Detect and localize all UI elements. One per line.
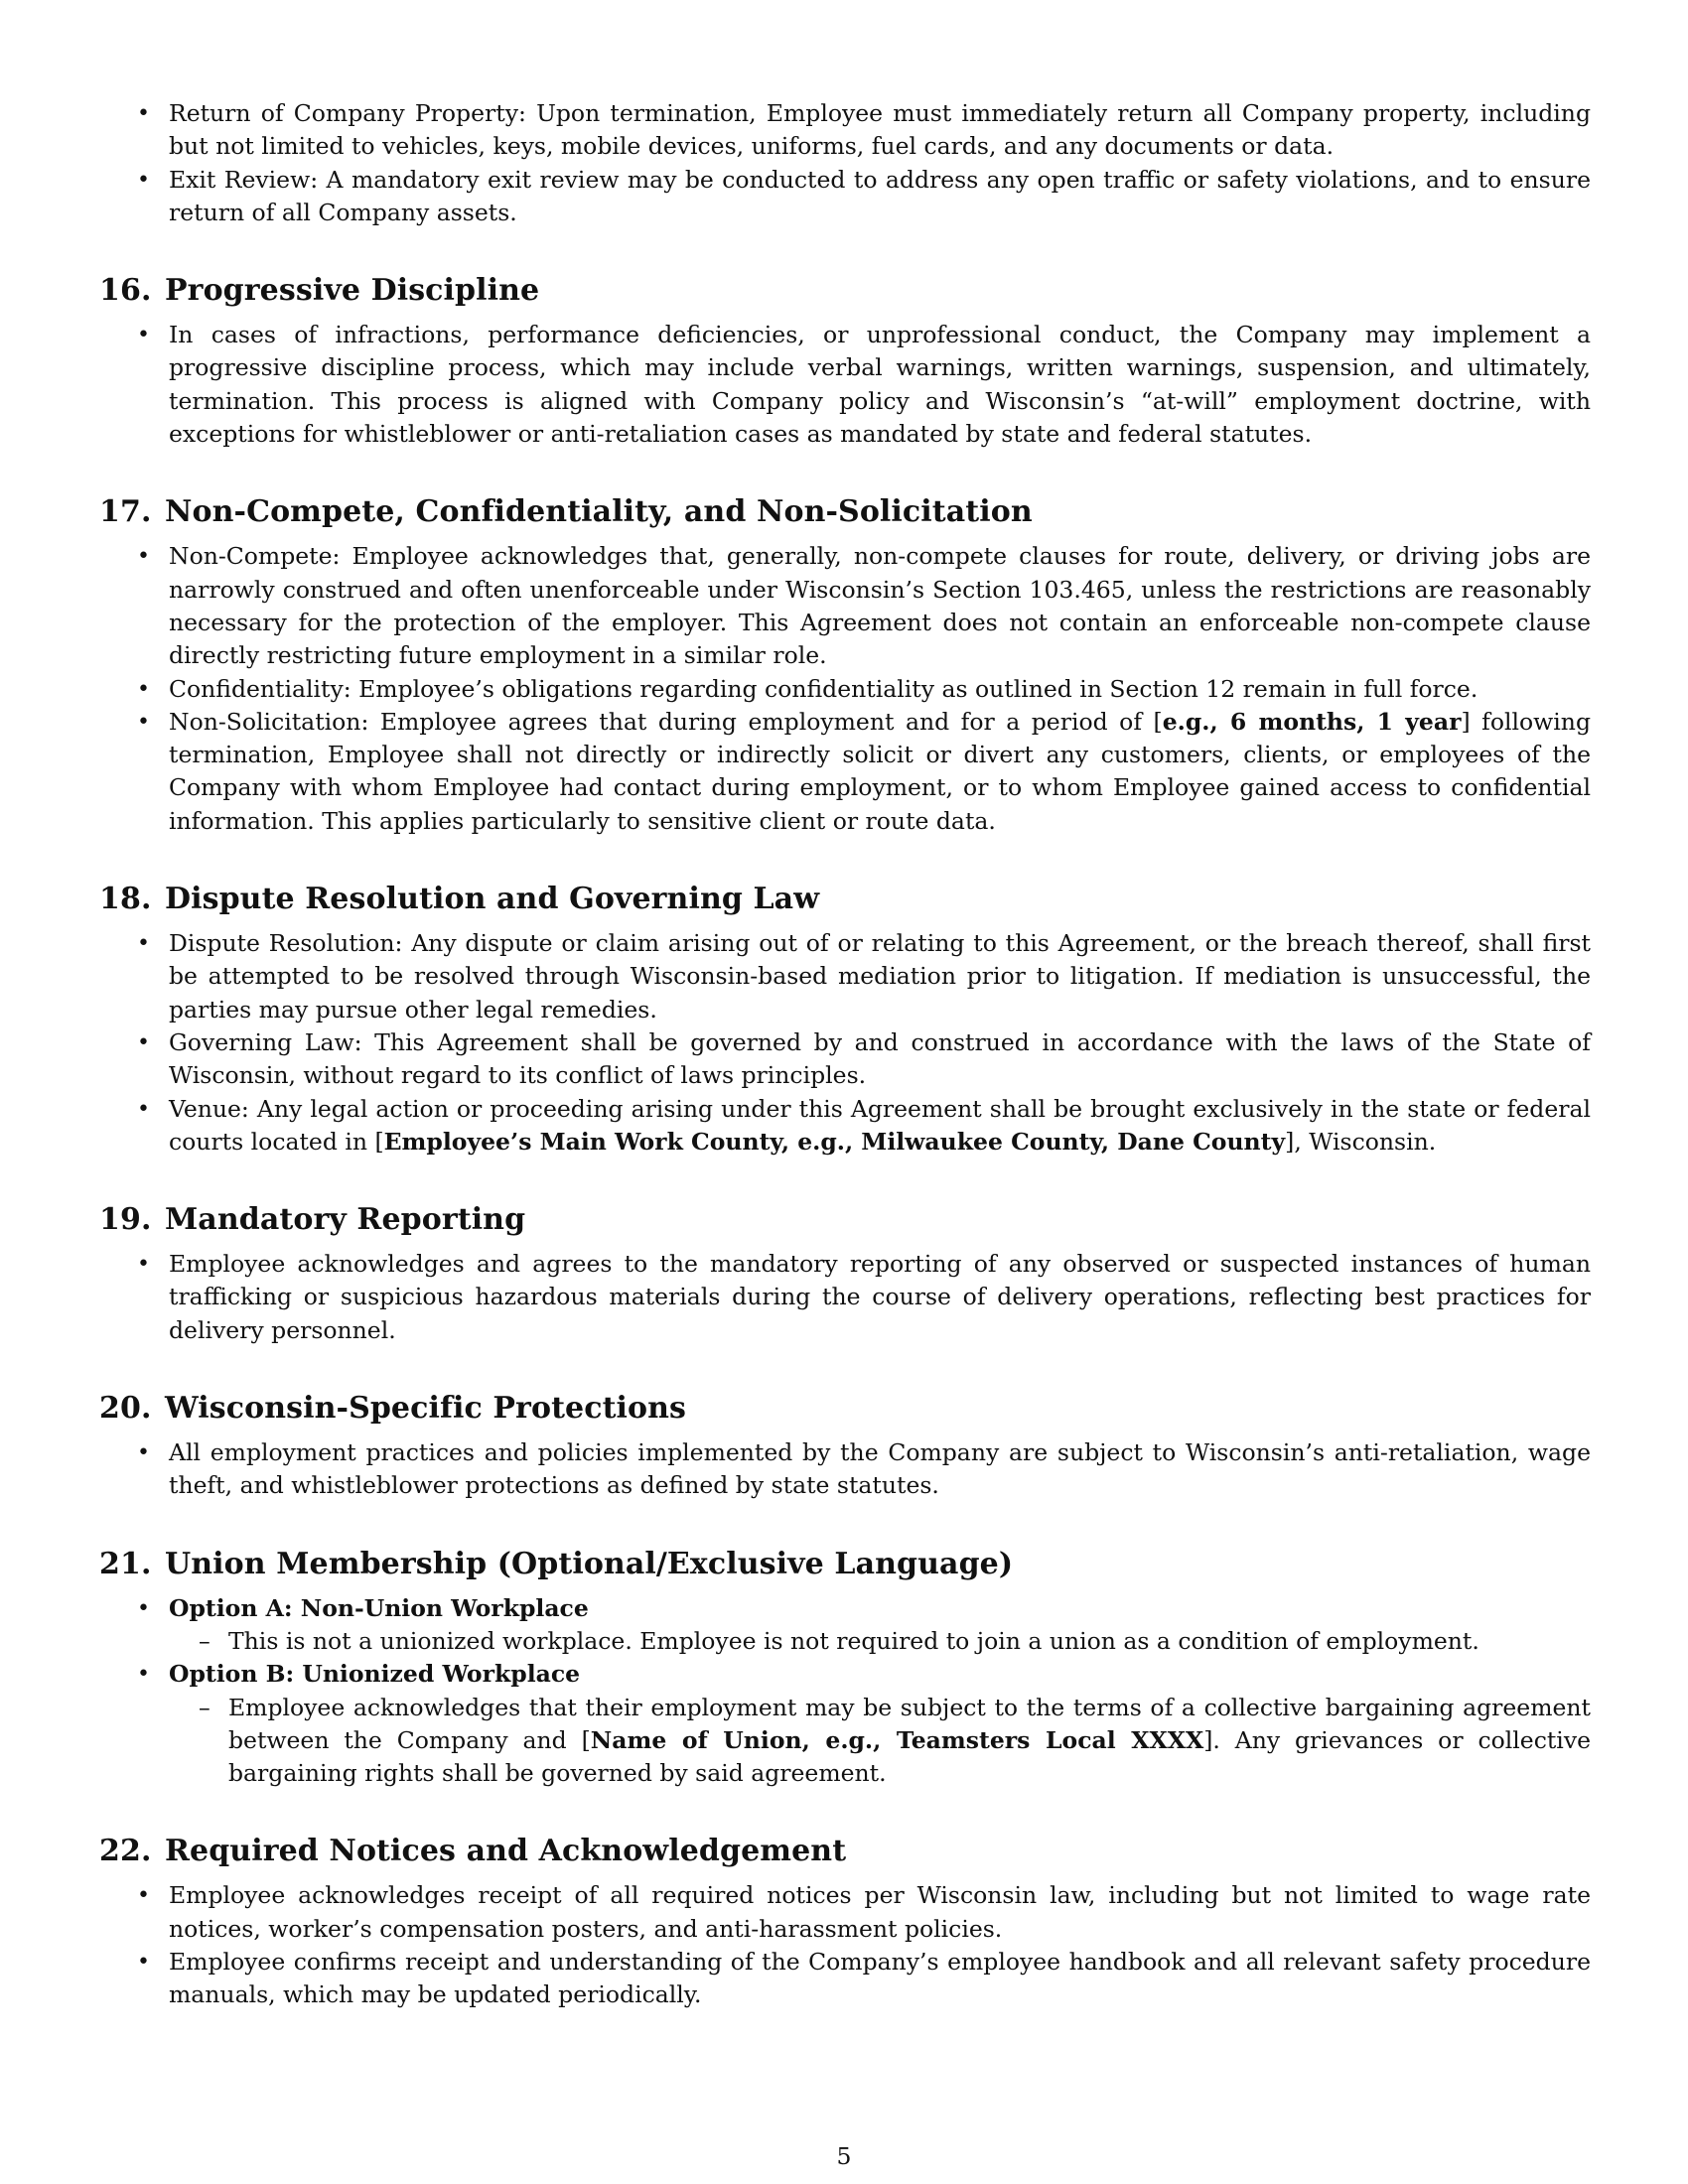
section-title: Required Notices and Acknowledgement <box>165 1834 847 1869</box>
section-title: Wisconsin-Specific Protections <box>165 1391 687 1427</box>
page-content <box>99 97 1591 2012</box>
list-item <box>99 1592 1591 1659</box>
section-20-list <box>99 1436 1591 1503</box>
text-run: ]. Any grievances or collective bargaining rights shall be governed by said agreement. <box>228 1725 1591 1788</box>
list-item <box>99 706 1591 838</box>
option-label: Option B: Unionized Workplace <box>169 1660 581 1689</box>
section-20-heading <box>99 1389 1591 1429</box>
sub-list-item <box>169 1692 1591 1791</box>
list-item <box>99 1093 1591 1160</box>
sub-list-item: – This is not a unionized workplace. Employee is not required to join a union as a condition of employment. <box>169 1625 1591 1658</box>
section-22-heading <box>99 1832 1591 1871</box>
section-21-list <box>99 1592 1591 1791</box>
list-item: • All employment practices and policies implemented by the Company are subject to Wisconsin’s anti-retaliation, wage theft, and whistleblower protections as defined by state statutes. <box>99 1436 1591 1503</box>
section-title: Progressive Discipline <box>165 273 540 309</box>
list-item: • Employee acknowledges receipt of all required notices per Wisconsin law, including but not limited to wage rate notices, worker’s compensation posters, and anti-harassment policies. <box>99 1879 1591 1946</box>
section-16-list <box>99 319 1591 451</box>
list-item: • Employee acknowledges and agrees to the mandatory reporting of any observed or suspected instances of human trafficking or suspicious hazardous materials during the course of delivery operations, reflecting best practices for delivery personnel. <box>99 1248 1591 1347</box>
text-run: ] following termination, Employee shall not directly or indirectly solicit or divert any customers, clients, or employees of the Company with whom Employee had contact during employment, or to whom Employee gained access to confidential information. This applies particularly to sensitive client or route data. <box>169 707 1591 835</box>
section-title: Mandatory Reporting <box>165 1202 526 1238</box>
section-number: 16. <box>99 273 152 309</box>
section-title: Non-Compete, Confidentiality, and Non-Solicitation <box>165 494 1033 530</box>
list-item: • In cases of infractions, performance deficiencies, or unprofessional conduct, the Company may implement a progressive discipline process, which may include verbal warnings, written warnings, suspension, and ultimately, termination. This process is aligned with Company policy and Wisconsin’s “at-will” employment doctrine, with exceptions for whistleblower or anti-retaliation cases as mandated by state and federal statutes. <box>99 319 1591 451</box>
section-21-heading <box>99 1545 1591 1584</box>
text-run: Non-Solicitation: Employee agrees that during employment and for a period of [ <box>169 707 1163 736</box>
list-item: • Confidentiality: Employee’s obligations regarding confidentiality as outlined in Section 12 remain in full force. <box>99 673 1591 706</box>
section-number: 18. <box>99 882 152 917</box>
section-number: 22. <box>99 1834 152 1869</box>
list-item: • Non-Compete: Employee acknowledges that, generally, non-compete clauses for route, delivery, or driving jobs are narrowly construed and often unenforceable under Wisconsin’s Section 103.465, unless the restrictions are reasonably necessary for the protection of the employer. This Agreement does not contain an enforceable non-compete clause directly restricting future employment in a similar role. <box>99 540 1591 672</box>
section-17-list <box>99 540 1591 838</box>
section-19-list <box>99 1248 1591 1347</box>
section-number: 20. <box>99 1391 152 1427</box>
option-label: Option A: Non-Union Workplace <box>169 1593 589 1622</box>
list-item: • Dispute Resolution: Any dispute or claim arising out of or relating to this Agreement, or the breach thereof, shall first be attempted to be resolved through Wisconsin-based mediation prior to litigation. If mediation is unsuccessful, the parties may pursue other legal remedies. <box>99 927 1591 1026</box>
placeholder-text: Name of Union, e.g., Teamsters Local XXXX <box>590 1725 1204 1754</box>
section-title: Union Membership (Optional/Exclusive Language) <box>165 1546 1014 1581</box>
section-number: 19. <box>99 1202 152 1238</box>
placeholder-text: Employee’s Main Work County, e.g., Milwaukee County, Dane County <box>383 1127 1286 1156</box>
list-item <box>99 1658 1591 1790</box>
text-run: Employee acknowledges that their employment may be subject to the terms of a collective bargaining agreement between the Company and [ <box>228 1693 1591 1754</box>
section-number: 21. <box>99 1546 152 1581</box>
list-item: • Exit Review: A mandatory exit review may be conducted to address any open traffic or safety violations, and to ensure return of all Company assets. <box>99 164 1591 230</box>
sub-list <box>169 1625 1591 1658</box>
list-item: • Return of Company Property: Upon termination, Employee must immediately return all Company property, including but not limited to vehicles, keys, mobile devices, uniforms, fuel cards, and any documents or data. <box>99 97 1591 164</box>
list-item: • Employee confirms receipt and understanding of the Company’s employee handbook and all relevant safety procedure manuals, which may be updated periodically. <box>99 1946 1591 2012</box>
list-item: • Governing Law: This Agreement shall be governed by and construed in accordance with the laws of the State of Wisconsin, without regard to its conflict of laws principles. <box>99 1026 1591 1093</box>
section-17-heading <box>99 492 1591 532</box>
section-18-list <box>99 927 1591 1159</box>
placeholder-text: e.g., 6 months, 1 year <box>1162 707 1462 736</box>
intro-list <box>99 97 1591 229</box>
page-number: 5 <box>836 2142 852 2170</box>
section-22-list <box>99 1879 1591 2011</box>
text-run: ], Wisconsin. <box>1285 1127 1437 1156</box>
section-18-heading <box>99 880 1591 919</box>
sub-list <box>169 1692 1591 1791</box>
section-number: 17. <box>99 494 152 530</box>
section-title: Dispute Resolution and Governing Law <box>165 882 820 917</box>
section-16-heading <box>99 271 1591 311</box>
section-19-heading <box>99 1200 1591 1240</box>
text-run: Venue: Any legal action or proceeding arising under this Agreement shall be brought exclusively in the state or federal courts located in [ <box>169 1094 1591 1156</box>
